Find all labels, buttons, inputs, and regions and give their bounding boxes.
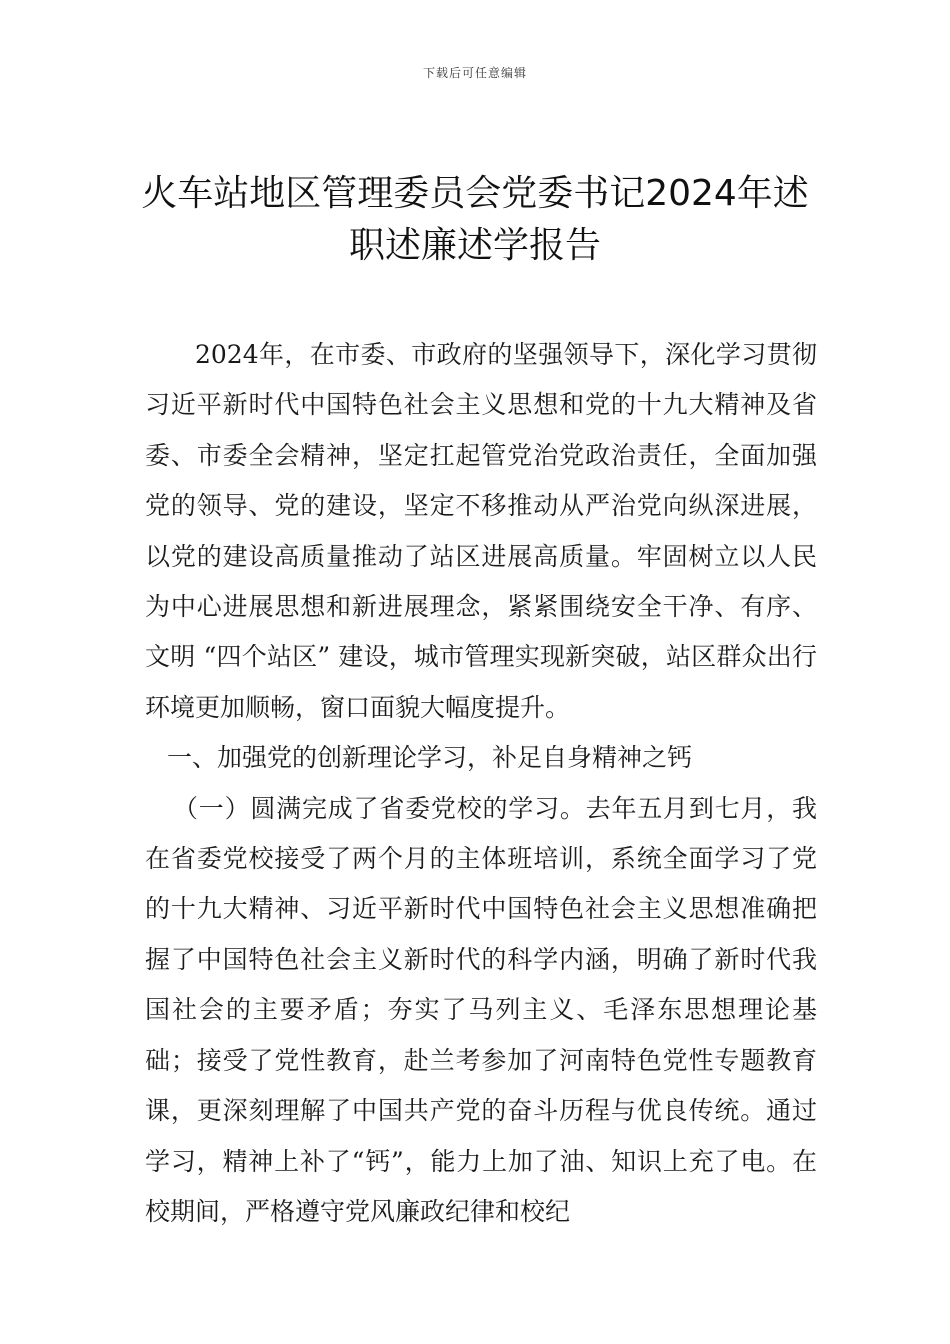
header-note: 下载后可任意编辑 (422, 66, 527, 80)
section-paragraph: （一）圆满完成了省委党校的学习。去年五月到七月，我在省委党校接受了两个月的主体班培训，系统全面学习了党的十九大精神、习近平新时代中国特色社会主义思想准确把握了中国特色社会主义新时代的科学内涵，明确了新时代我国社会的主要矛盾；夯实了马列主义、毛泽东思想理论基础；接受了党性教育，赴兰考参加了河南特色党性专题教育课，更深刻理解了中国共产党的奋斗历程与优良传统。通过学习，精神上补了“钙”，能力上加了油、知识上充了电。在校期间，严格遵守党风廉政纪律和校纪 (145, 793, 817, 1226)
title-line-1: 火车站地区管理委员会党委书记2024年述 (141, 173, 809, 214)
document-title (120, 168, 830, 272)
title-line-2: 职述廉述学报告 (348, 225, 601, 266)
intro-paragraph: 2024年，在市委、市政府的坚强领导下，深化学习贯彻习近平新时代中国特色社会主义思想和党的十九大精神及省委、市委全会精神，坚定扛起管党治党政治责任，全面加强党的领导、党的建设，坚定不移推动从严治党向纵深进展，以党的建设高质量推动了站区进展高质量。牢固树立以人民为中心进展思想和新进展理念，紧紧围绕安全干净、有序、文明 “四个站区” 建设，城市管理实现新突破，站区群众出行环境更加顺畅，窗口面貌大幅度提升。 (145, 340, 817, 722)
document-body (145, 330, 817, 1237)
section-heading: 一、加强党的创新理论学习，补足自身精神之钙 (167, 743, 693, 773)
